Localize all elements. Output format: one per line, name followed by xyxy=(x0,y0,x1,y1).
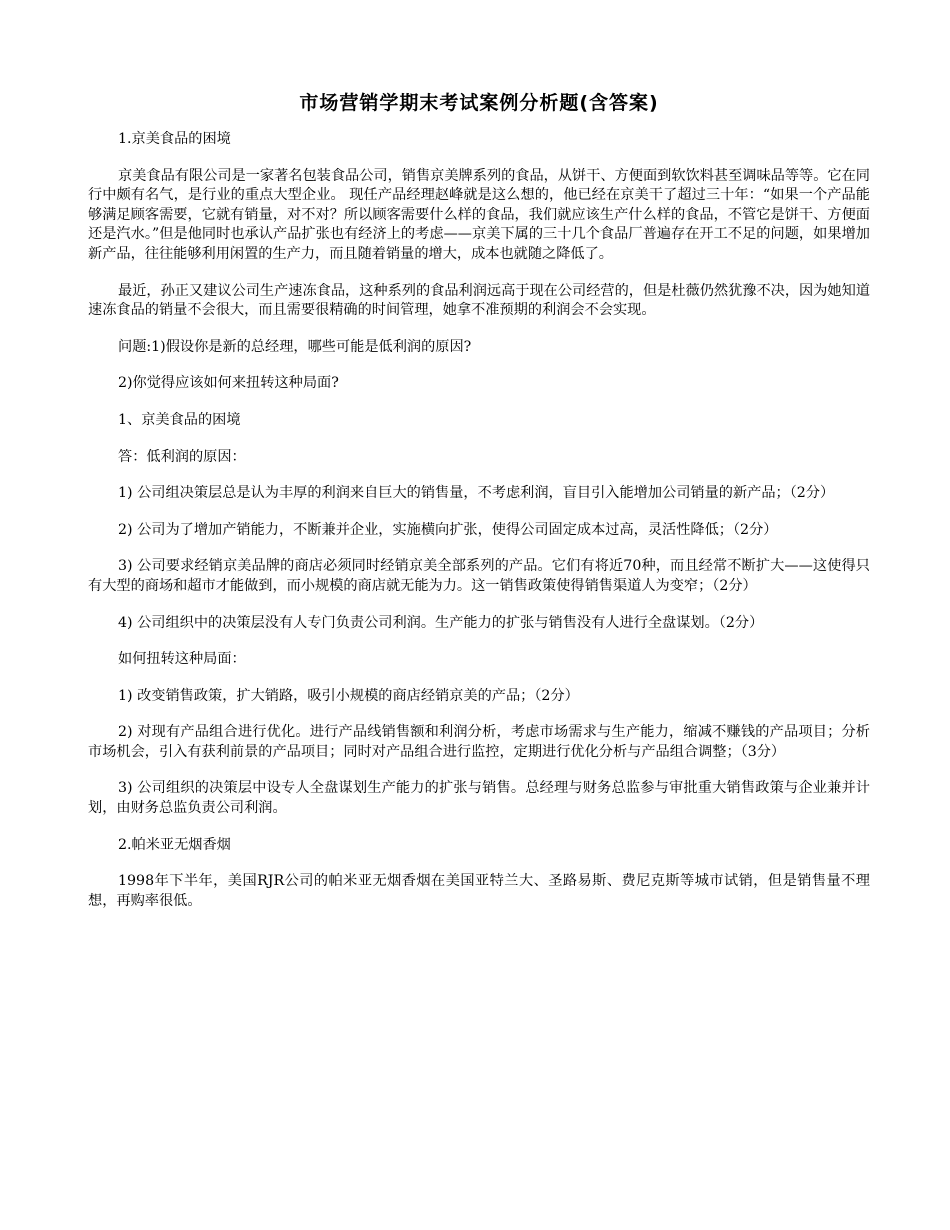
answer-heading: 1、京美食品的困境 xyxy=(118,411,241,428)
answer-item: 1) 改变销售政策，扩大销路，吸引小规模的商店经销京美的产品；（2分） xyxy=(118,687,579,704)
answer-item: 1) 公司组决策层总是认为丰厚的利润来自巨大的销售量，不考虑利润，盲目引入能增加公司销量的新产品；（2分） xyxy=(118,485,835,502)
question-2: 2)你觉得应该如何来扭转这种局面? xyxy=(118,375,339,392)
case-paragraph: 1998年下半年，美国RJR公司的帕米亚无烟香烟在美国亚特兰大、圣路易斯、费尼克斯等城市试销，但是销售量不理想，再购率很低。 xyxy=(88,873,870,909)
answer-item: 3) 公司组织的决策层中设专人全盘谋划生产能力的扩张与销售。总经理与财务总监参与审批重大销售政策与企业兼并计划，由财务总监负责公司利润。 xyxy=(88,780,870,817)
case-paragraph: 最近，孙正又建议公司生产速冻食品，这种系列的食品利润远高于现在公司经营的，但是杜薇仍然犹豫不决，因为她知道速冻食品的销量不会很大，而且需要很精确的时间管理，她拿不准预期的利润会不会实现。 xyxy=(88,282,870,319)
section-heading-1: 1.京美食品的困境 xyxy=(118,131,231,147)
document-title: 市场营销学期末考试案例分析题(含答案) xyxy=(299,92,659,114)
question-1: 问题:1)假设你是新的总经理，哪些可能是低利润的原因? xyxy=(118,338,472,355)
section-heading-2: 2.帕米亚无烟香烟 xyxy=(118,836,231,853)
answer-item: 2) 公司为了增加产销能力，不断兼并企业，实施横向扩张，使得公司固定成本过高，灵活性降低；（2分） xyxy=(118,521,778,538)
answer-item: 2) 对现有产品组合进行优化。进行产品线销售额和利润分析，考虑市场需求与生产能力，缩减不赚钱的产品项目；分析市场机会，引入有获利前景的产品项目；同时对产品组合进行监控，定期进行优化分析与产品组合调整；（3分） xyxy=(88,724,870,760)
case-paragraph: 京美食品有限公司是一家著名包装食品公司，销售京美牌系列的食品，从饼干、方便面到软饮料甚至调味品等等。它在同行中颇有名气，是行业的重点大型企业。 现任产品经理赵峰就是这么想的，他已经在京美干了超过三十年：“如果一个产品能够满足顾客需要，它就有销量，对不对？所以顾客需要什么样的食品，我们就应该生产什么样的食品，不管它是饼干、方便面还是汽水。”但是他同时也承认产品扩张也有经济上的考虑——京美下属的三十几个食品厂普遍存在开工不足的问题，如果增加新产品，往往能够利用闲置的生产力，而且随着销量的增大，成本也就随之降低了。 xyxy=(88,167,870,262)
answer-subheading: 如何扭转这种局面： xyxy=(118,651,246,668)
answer-item: 3) 公司要求经销京美品牌的商店必须同时经销京美全部系列的产品。它们有将近70种，而且经常不断扩大——这使得只有大型的商场和超市才能做到，而小规模的商店就无能为力。这一销售政策使得销售渠道人为变窄；（2分） xyxy=(88,558,870,594)
answer-item: 4) 公司组织中的决策层没有人专门负责公司利润。生产能力的扩张与销售没有人进行全盘谋划。（2分） xyxy=(118,614,764,631)
answer-subheading: 答：低利润的原因： xyxy=(118,448,246,465)
document-page xyxy=(88,88,870,928)
